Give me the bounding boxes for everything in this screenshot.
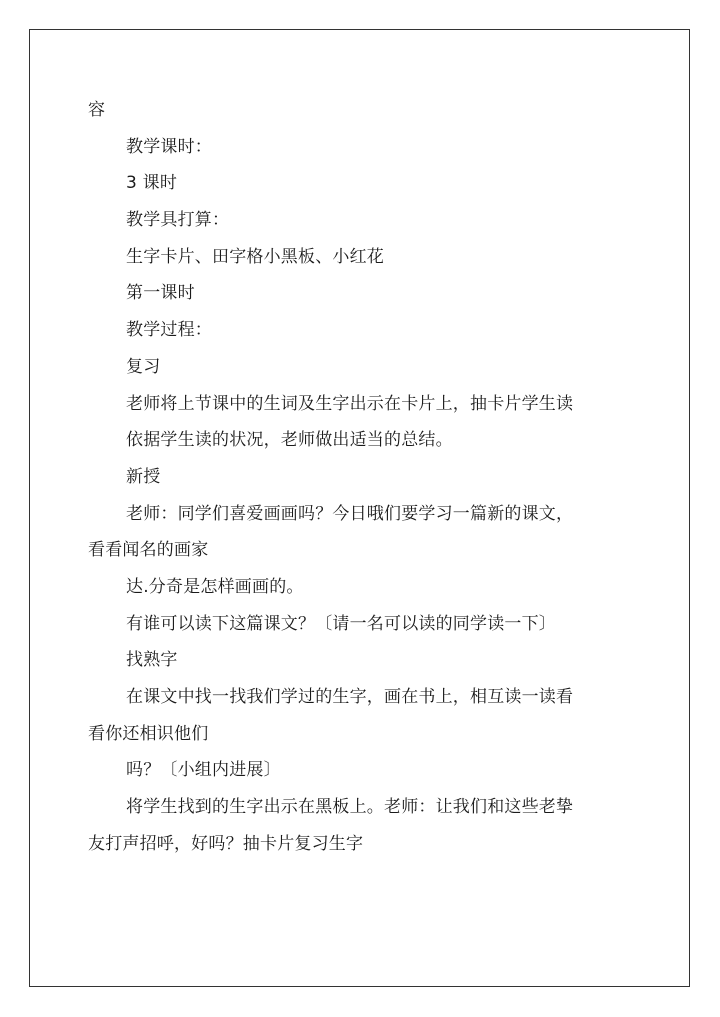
text-line-find-familiar-body-1: 在课文中找一找我们学过的生字，画在书上，相互读一读看 — [126, 687, 574, 707]
text-line-new-lesson-body-2: 看看闻名的画家 — [88, 540, 209, 561]
text-line-lesson-hours-value: 3 课时 — [126, 173, 178, 194]
text-line-blackboard-body-1: 将学生找到的生字出示在黑板上。老师：让我们和这些老挚 — [126, 797, 574, 818]
text-line-find-familiar-body-3: 吗？〔小组内进展〕 — [126, 760, 281, 781]
text-line-review-body-2: 依据学生读的状况，老师做出适当的总结。 — [126, 430, 453, 451]
text-line-new-lesson-body-3: 达.分奇是怎样画画的。 — [126, 576, 304, 597]
text-line-new-lesson-heading: 新授 — [126, 466, 161, 487]
text-line-process-label: 教学过程： — [126, 320, 212, 341]
text-line-lesson-hours-label: 教学课时： — [126, 136, 212, 157]
text-line-materials-value: 生字卡片、田字格小黑板、小红花 — [126, 246, 384, 267]
text-line-review-heading: 复习 — [126, 356, 161, 377]
text-line-blackboard-body-2: 友打声招呼，好吗？抽卡片复习生字 — [88, 833, 364, 854]
text-line-new-lesson-body-1: 老师：同学们喜爱画画吗？今日哦们要学习一篇新的课文， — [126, 503, 574, 524]
text-line-continuation: 容 — [88, 100, 106, 120]
text-line-find-familiar-heading: 找熟字 — [126, 650, 178, 671]
text-line-first-lesson: 第一课时 — [126, 283, 195, 304]
document-body — [88, 92, 648, 862]
text-line-find-familiar-body-2: 看你还相识他们 — [88, 723, 209, 744]
text-line-reading-prompt: 有谁可以读下这篇课文？〔请一名可以读的同学读一下〕 — [126, 613, 556, 634]
text-line-review-body-1: 老师将上节课中的生词及生字出示在卡片上，抽卡片学生读 — [126, 393, 574, 414]
text-line-materials-label: 教学具打算： — [126, 210, 230, 231]
